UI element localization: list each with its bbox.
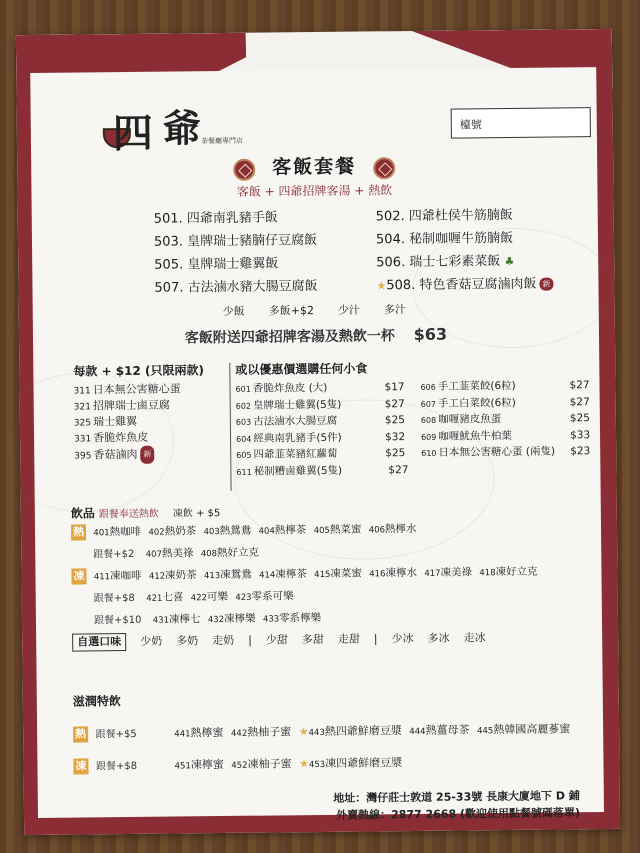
cold-drinks-line-3: 跟餐+$10 431凍檸七 432凍檸樂 433零系檸樂 xyxy=(93,611,322,627)
emblem-icon xyxy=(233,158,255,180)
meal-item: 505. 皇牌瑞士雞翼飯 xyxy=(154,256,279,273)
flavour-label: 自選口味 xyxy=(72,633,126,652)
special-drinks-section xyxy=(73,687,614,788)
menu-title: 客飯套餐 xyxy=(272,155,357,179)
logo-subtitle: 茶餐廳專門店 xyxy=(200,136,244,146)
snack-item: 602 皇牌瑞士雞翼(5隻) $27 xyxy=(235,397,405,412)
meal-row xyxy=(154,270,604,298)
snack-item: 610 日本無公害糖心蛋 (兩隻) $23 xyxy=(421,445,591,459)
drinks-section xyxy=(71,499,613,654)
promo-text: 客飯附送四爺招牌客湯及熱飲一杯 xyxy=(184,328,395,347)
star-icon: ★ xyxy=(298,725,309,739)
snack-item: 608 咖喱豬皮魚蛋 $25 xyxy=(420,412,590,426)
star-icon: ★ xyxy=(376,279,387,293)
cold-tag: 凍 xyxy=(73,758,88,774)
star-icon: ★ xyxy=(298,757,309,771)
rice-options xyxy=(223,301,406,319)
addon-item: 331 香脆炸魚皮 xyxy=(74,430,149,445)
logo-text: 爺 xyxy=(162,105,202,151)
special-cold-line: 凍 跟餐+$8 451凍檸蜜 452凍柚子蜜 ★453凍四爺鮮磨豆漿 xyxy=(73,750,613,788)
snack-item: 605 四爺韮菜豬紅蘿蔔 $25 xyxy=(236,447,406,461)
snack-item: 609 咖喱魷魚牛柏葉 $33 xyxy=(421,428,591,443)
addon-left-head: 每款 + $12 (只限兩款) xyxy=(73,363,205,379)
meal-item: 501. 四爺南乳豬手飯 xyxy=(153,210,278,227)
title-row xyxy=(31,149,597,182)
menu-paper xyxy=(16,29,620,835)
meal-item: 502. 四爺杜侯牛筋腩飯 xyxy=(375,207,513,225)
snack-item: 604 經典南乳豬手(5件) $32 xyxy=(236,430,406,445)
option-less-sauce: 少汁 xyxy=(337,303,361,317)
snack-list xyxy=(235,357,606,480)
addon-left-list xyxy=(73,361,244,463)
new-badge: 新 xyxy=(539,278,553,291)
meal-item: 506. 瑞士七彩素菜飯 ♣ xyxy=(376,254,515,271)
snack-row xyxy=(236,443,606,463)
special-head: 滋潤特飲 xyxy=(72,694,121,709)
meal-item: 504. 秘制咖喱牛筋腩飯 xyxy=(375,230,514,248)
address: 地址：灣仔莊士敦道 25-33號 長康大廈地下 D 鋪 xyxy=(333,789,580,805)
option-more-sauce: 多汁 xyxy=(383,303,407,317)
addon-item: 321 招牌瑞士鹵豆腐 xyxy=(73,398,170,413)
cold-drinks-line: 凍 411凍咖啡 412凍奶茶 413凍鴛鴦 414凍檸茶 415凍菜蜜 416凍檸水 417凍美祿 418凍好立克 xyxy=(71,560,611,588)
meal-item: ★508. 特色香菇豆腐滷肉飯 新 xyxy=(376,272,598,293)
hot-tag: 熱 xyxy=(73,726,88,742)
option-more-rice: 多飯+$2 xyxy=(268,304,315,318)
footer-info xyxy=(333,787,580,824)
snack-item: 607 手工白菜餃(6粒) $27 xyxy=(420,395,590,410)
vegetarian-leaf-icon: ♣ xyxy=(504,254,515,269)
hot-drinks-line: 熱 401熱咖啡 402熱奶茶 403熱鴛鴦 404熱檸茶 405熱菜蜜 406熱檸水 xyxy=(71,516,611,544)
menu-inner-panel xyxy=(30,67,604,822)
special-hot-line: 熱 跟餐+$5 441熱檸蜜 442熱柚子蜜 ★443熱四爺鮮磨豆漿 444熱薑母茶 445熱韓國高麗蔘蜜 xyxy=(73,718,613,756)
hot-tag: 熱 xyxy=(71,524,86,540)
option-less-rice: 少飯 xyxy=(222,304,245,318)
snack-item: 611 秘制糟鹵雞翼(5隻) $27 xyxy=(236,463,409,478)
addon-item: 395 香菇滷肉 新 xyxy=(74,445,244,463)
table-number-label: 檯號 xyxy=(459,118,482,132)
snack-item: 601 香脆炸魚皮 (大) $17 xyxy=(235,381,405,395)
emblem-icon xyxy=(373,157,395,179)
cold-tag: 凍 xyxy=(71,568,86,584)
restaurant-logo xyxy=(103,101,244,156)
new-badge: 新 xyxy=(140,446,154,464)
flavour-row: 自選口味 少奶 多奶 走奶 | 少甜 多甜 走甜 | 少冰 多冰 走冰 xyxy=(72,626,612,654)
meal-item: 507. 古法滷水豬大腸豆腐飯 xyxy=(154,278,318,296)
snack-item: 606 手工韮菜餃(6粒) $27 xyxy=(420,379,590,393)
meal-item: 503. 皇牌瑞士豬腩仔豆腐飯 xyxy=(153,232,318,250)
hotline: 外賣熱線：2877 2668 (歡迎使用點餐號碼落單) xyxy=(335,806,581,822)
cold-drinks-line-2: 跟餐+$8 421七喜 422可樂 423零系可樂 xyxy=(93,590,294,605)
table-number-box xyxy=(451,107,591,138)
drinks-head: 飲品 跟餐奉送熱飲 凍飲 + $5 xyxy=(70,506,221,521)
snack-list-head: 或以優惠價選購任何小食 xyxy=(235,361,368,377)
addon-item: 325 瑞士雞翼 xyxy=(73,414,138,429)
menu-subtitle: 客飯 + 四爺招牌客湯 + 熱飲 xyxy=(236,183,393,199)
set-meal-list xyxy=(154,201,605,298)
snack-row xyxy=(236,459,606,479)
logo-bowl-icon: 四 xyxy=(103,102,158,157)
addon-item: 311 日本無公害糖心蛋 xyxy=(73,382,181,397)
snack-item: 603 古法滷水大腸豆腐 $25 xyxy=(235,414,405,428)
promo-price: $63 xyxy=(413,324,448,344)
hot-drinks-line-2: 跟餐+$2 407熱美祿 408熱好立克 xyxy=(93,546,260,561)
